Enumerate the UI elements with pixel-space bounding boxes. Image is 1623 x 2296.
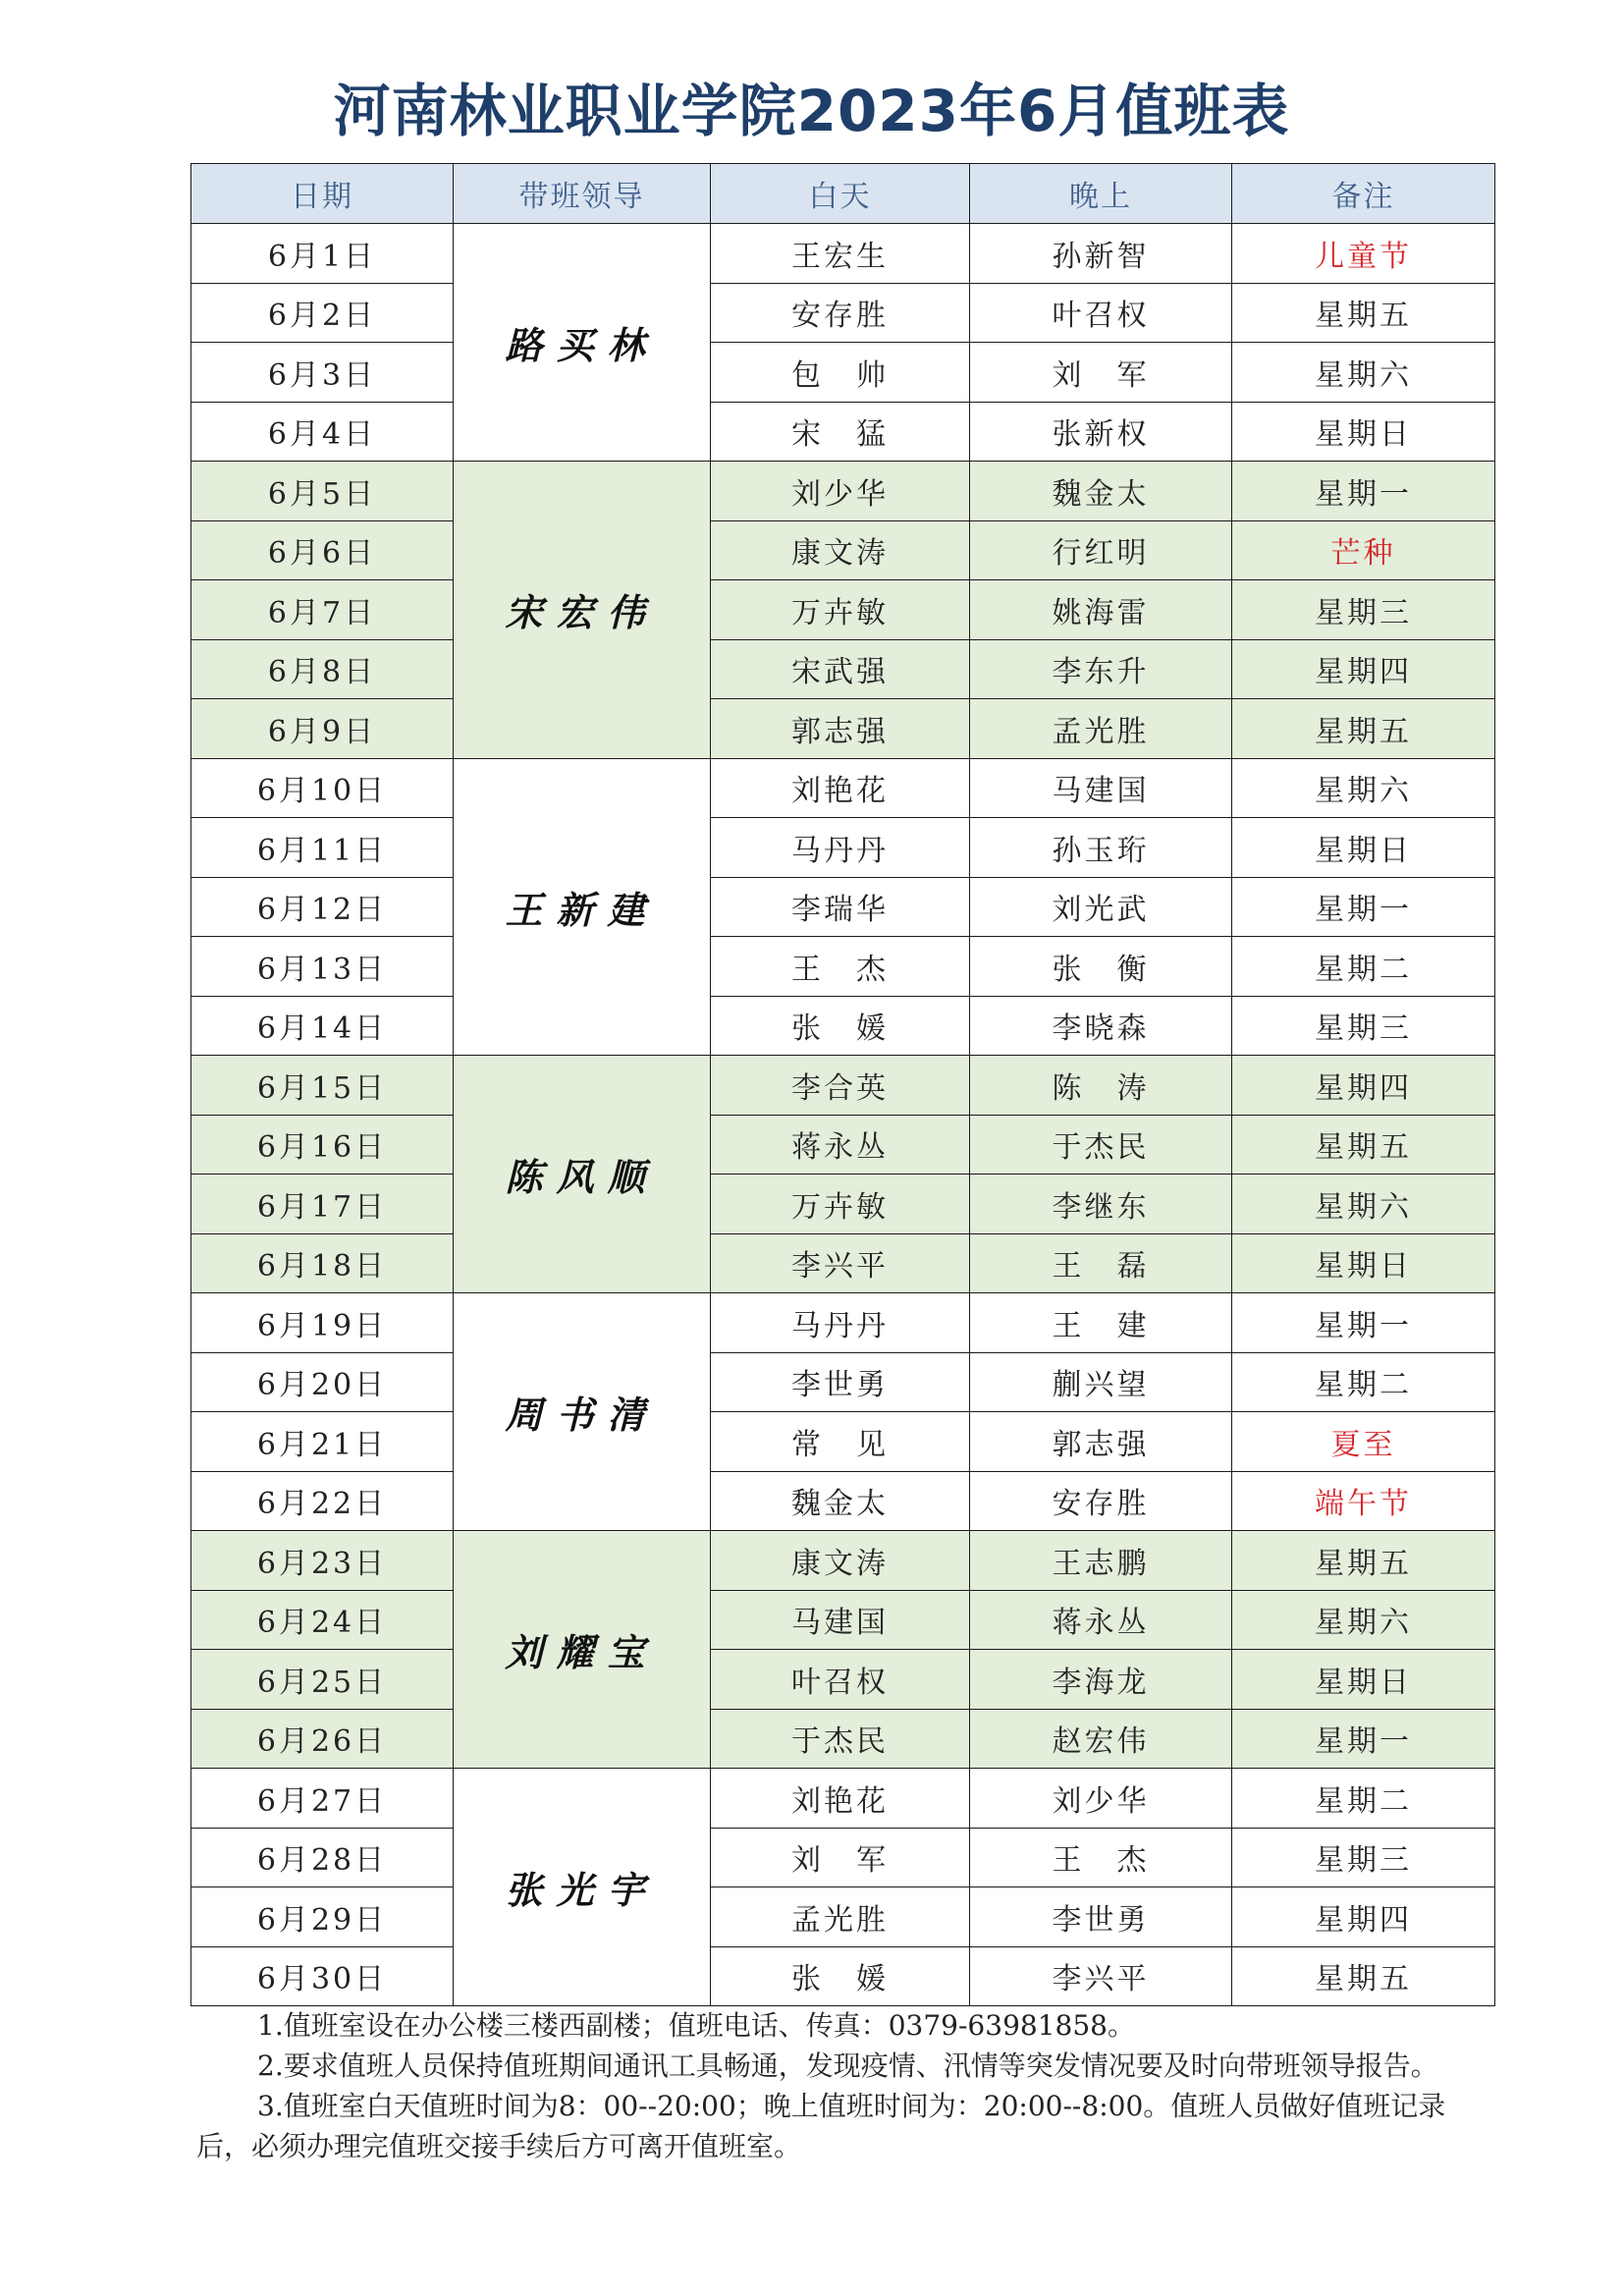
remarks-cell: 星期二 — [1232, 1769, 1495, 1829]
daytime-duty-cell: 宋武强 — [711, 639, 970, 699]
table-row — [191, 1115, 1495, 1175]
table-row — [191, 818, 1495, 878]
table-row — [191, 639, 1495, 699]
remarks-cell: 星期六 — [1232, 343, 1495, 403]
night-duty-cell: 于杰民 — [970, 1115, 1232, 1175]
date-cell: 6月30日 — [191, 1946, 454, 2006]
table-row — [191, 1828, 1495, 1887]
remarks-cell: 儿童节 — [1232, 224, 1495, 284]
daytime-duty-cell: 魏金太 — [711, 1471, 970, 1531]
daytime-duty-cell: 康文涛 — [711, 520, 970, 580]
table-row — [191, 996, 1495, 1056]
remarks-cell: 星期五 — [1232, 283, 1495, 343]
night-duty-cell: 行红明 — [970, 520, 1232, 580]
table-row — [191, 1531, 1495, 1591]
night-duty-cell: 刘 军 — [970, 343, 1232, 403]
daytime-duty-cell: 李瑞华 — [711, 877, 970, 937]
night-duty-cell: 叶召权 — [970, 283, 1232, 343]
night-duty-cell: 李继东 — [970, 1175, 1232, 1234]
night-duty-cell: 李世勇 — [970, 1887, 1232, 1947]
header-remarks: 备注 — [1232, 164, 1495, 224]
remarks-cell: 星期三 — [1232, 996, 1495, 1056]
table-row — [191, 758, 1495, 818]
night-duty-cell: 李东升 — [970, 639, 1232, 699]
daytime-duty-cell: 包 帅 — [711, 343, 970, 403]
table-row — [191, 1709, 1495, 1769]
night-duty-cell: 蒯兴望 — [970, 1352, 1232, 1412]
date-cell: 6月25日 — [191, 1650, 454, 1710]
remarks-cell: 星期六 — [1232, 758, 1495, 818]
remarks-cell: 星期三 — [1232, 580, 1495, 640]
daytime-duty-cell: 叶召权 — [711, 1650, 970, 1710]
night-duty-cell: 王志鹏 — [970, 1531, 1232, 1591]
date-cell: 6月19日 — [191, 1293, 454, 1353]
table-row — [191, 1590, 1495, 1650]
table-row — [191, 699, 1495, 759]
table-row — [191, 1887, 1495, 1947]
date-cell: 6月11日 — [191, 818, 454, 878]
table-row — [191, 1233, 1495, 1293]
date-cell: 6月7日 — [191, 580, 454, 640]
date-cell: 6月29日 — [191, 1887, 454, 1947]
remarks-cell: 星期日 — [1232, 1650, 1495, 1710]
table-row — [191, 1352, 1495, 1412]
daytime-duty-cell: 刘 军 — [711, 1828, 970, 1887]
date-cell: 6月15日 — [191, 1056, 454, 1116]
date-cell: 6月5日 — [191, 462, 454, 521]
header-row — [191, 164, 1495, 224]
remarks-cell: 星期五 — [1232, 1946, 1495, 2006]
night-duty-cell: 张 衡 — [970, 937, 1232, 997]
table-row — [191, 283, 1495, 343]
remarks-cell: 星期六 — [1232, 1590, 1495, 1650]
table-row — [191, 1293, 1495, 1353]
page-title: 河南林业职业学院2023年6月值班表 — [333, 78, 1290, 144]
date-cell: 6月27日 — [191, 1769, 454, 1829]
date-cell: 6月26日 — [191, 1709, 454, 1769]
leader-cell: 刘耀宝 — [454, 1531, 711, 1769]
table-row — [191, 1471, 1495, 1531]
date-cell: 6月21日 — [191, 1412, 454, 1472]
table-row — [191, 224, 1495, 284]
table-row — [191, 402, 1495, 462]
leader-cell: 陈风顺 — [454, 1056, 711, 1293]
date-cell: 6月20日 — [191, 1352, 454, 1412]
daytime-duty-cell: 常 见 — [711, 1412, 970, 1472]
remarks-cell: 星期五 — [1232, 699, 1495, 759]
daytime-duty-cell: 万卉敏 — [711, 1175, 970, 1234]
roster-body — [191, 224, 1495, 2006]
night-duty-cell: 姚海雷 — [970, 580, 1232, 640]
table-row — [191, 1650, 1495, 1710]
leader-cell: 路买林 — [454, 224, 711, 462]
night-duty-cell: 赵宏伟 — [970, 1709, 1232, 1769]
daytime-duty-cell: 安存胜 — [711, 283, 970, 343]
header-date: 日期 — [191, 164, 454, 224]
night-duty-cell: 孟光胜 — [970, 699, 1232, 759]
daytime-duty-cell: 康文涛 — [711, 1531, 970, 1591]
night-duty-cell: 李兴平 — [970, 1946, 1232, 2006]
date-cell: 6月24日 — [191, 1590, 454, 1650]
night-duty-cell: 王 磊 — [970, 1233, 1232, 1293]
remarks-cell: 星期四 — [1232, 639, 1495, 699]
date-cell: 6月8日 — [191, 639, 454, 699]
note-2: 2.要求值班人员保持值班期间通讯工具畅通，发现疫情、汛情等突发情况要及时向带班领导报告。 — [257, 2050, 1438, 2082]
daytime-duty-cell: 李兴平 — [711, 1233, 970, 1293]
daytime-duty-cell: 马建国 — [711, 1590, 970, 1650]
daytime-duty-cell: 刘艳花 — [711, 758, 970, 818]
night-duty-cell: 安存胜 — [970, 1471, 1232, 1531]
note-1: 1.值班室设在办公楼三楼西副楼；值班电话、传真：0379-63981858。 — [257, 2009, 1135, 2042]
table-row — [191, 1175, 1495, 1234]
remarks-cell: 星期日 — [1232, 1233, 1495, 1293]
remarks-cell: 星期日 — [1232, 402, 1495, 462]
table-row — [191, 937, 1495, 997]
table-row — [191, 520, 1495, 580]
night-duty-cell: 孙新智 — [970, 224, 1232, 284]
remarks-cell: 星期四 — [1232, 1056, 1495, 1116]
daytime-duty-cell: 王宏生 — [711, 224, 970, 284]
night-duty-cell: 张新权 — [970, 402, 1232, 462]
remarks-cell: 星期一 — [1232, 1709, 1495, 1769]
daytime-duty-cell: 郭志强 — [711, 699, 970, 759]
date-cell: 6月4日 — [191, 402, 454, 462]
date-cell: 6月6日 — [191, 520, 454, 580]
remarks-cell: 星期五 — [1232, 1115, 1495, 1175]
remarks-cell: 星期一 — [1232, 1293, 1495, 1353]
daytime-duty-cell: 马丹丹 — [711, 818, 970, 878]
daytime-duty-cell: 万卉敏 — [711, 580, 970, 640]
duty-roster-table — [190, 163, 1495, 2006]
night-duty-cell: 蒋永丛 — [970, 1590, 1232, 1650]
remarks-cell: 星期六 — [1232, 1175, 1495, 1234]
date-cell: 6月2日 — [191, 283, 454, 343]
date-cell: 6月16日 — [191, 1115, 454, 1175]
date-cell: 6月3日 — [191, 343, 454, 403]
date-cell: 6月28日 — [191, 1828, 454, 1887]
night-duty-cell: 王 建 — [970, 1293, 1232, 1353]
date-cell: 6月9日 — [191, 699, 454, 759]
remarks-cell: 星期三 — [1232, 1828, 1495, 1887]
header-daytime: 白天 — [711, 164, 970, 224]
table-row — [191, 1946, 1495, 2006]
table-row — [191, 580, 1495, 640]
daytime-duty-cell: 刘少华 — [711, 462, 970, 521]
daytime-duty-cell: 孟光胜 — [711, 1887, 970, 1947]
remarks-cell: 端午节 — [1232, 1471, 1495, 1531]
remarks-cell: 星期五 — [1232, 1531, 1495, 1591]
daytime-duty-cell: 刘艳花 — [711, 1769, 970, 1829]
leader-cell: 周书清 — [454, 1293, 711, 1531]
night-duty-cell: 陈 涛 — [970, 1056, 1232, 1116]
date-cell: 6月14日 — [191, 996, 454, 1056]
table-row — [191, 1056, 1495, 1116]
remarks-cell: 星期一 — [1232, 877, 1495, 937]
table-row — [191, 1412, 1495, 1472]
remarks-cell: 芒种 — [1232, 520, 1495, 580]
leader-cell: 宋宏伟 — [454, 462, 711, 759]
note-3: 3.值班室白天值班时间为8：00--20:00；晚上值班时间为：20:00--8:00。值班人员做好值班记录后，必须办理完值班交接手续后方可离开值班室。 — [196, 2090, 1446, 2162]
night-duty-cell: 李晓森 — [970, 996, 1232, 1056]
daytime-duty-cell: 于杰民 — [711, 1709, 970, 1769]
table-row — [191, 343, 1495, 403]
daytime-duty-cell: 蒋永丛 — [711, 1115, 970, 1175]
remarks-cell: 星期二 — [1232, 1352, 1495, 1412]
date-cell: 6月13日 — [191, 937, 454, 997]
table-row — [191, 1769, 1495, 1829]
daytime-duty-cell: 李合英 — [711, 1056, 970, 1116]
night-duty-cell: 刘少华 — [970, 1769, 1232, 1829]
night-duty-cell: 郭志强 — [970, 1412, 1232, 1472]
remarks-cell: 星期二 — [1232, 937, 1495, 997]
table-row — [191, 877, 1495, 937]
daytime-duty-cell: 宋 猛 — [711, 402, 970, 462]
table-row — [191, 462, 1495, 521]
night-duty-cell: 刘光武 — [970, 877, 1232, 937]
date-cell: 6月17日 — [191, 1175, 454, 1234]
date-cell: 6月12日 — [191, 877, 454, 937]
notes-section — [196, 2005, 1494, 2166]
night-duty-cell: 魏金太 — [970, 462, 1232, 521]
header-night: 晚上 — [970, 164, 1232, 224]
leader-cell: 张光宇 — [454, 1769, 711, 2006]
date-cell: 6月1日 — [191, 224, 454, 284]
header-leader: 带班领导 — [454, 164, 711, 224]
remarks-cell: 星期四 — [1232, 1887, 1495, 1947]
night-duty-cell: 孙玉珩 — [970, 818, 1232, 878]
daytime-duty-cell: 马丹丹 — [711, 1293, 970, 1353]
daytime-duty-cell: 李世勇 — [711, 1352, 970, 1412]
night-duty-cell: 王 杰 — [970, 1828, 1232, 1887]
date-cell: 6月22日 — [191, 1471, 454, 1531]
date-cell: 6月23日 — [191, 1531, 454, 1591]
remarks-cell: 星期一 — [1232, 462, 1495, 521]
date-cell: 6月18日 — [191, 1233, 454, 1293]
daytime-duty-cell: 张 媛 — [711, 1946, 970, 2006]
daytime-duty-cell: 张 媛 — [711, 996, 970, 1056]
leader-cell: 王新建 — [454, 758, 711, 1056]
date-cell: 6月10日 — [191, 758, 454, 818]
night-duty-cell: 马建国 — [970, 758, 1232, 818]
remarks-cell: 夏至 — [1232, 1412, 1495, 1472]
daytime-duty-cell: 王 杰 — [711, 937, 970, 997]
night-duty-cell: 李海龙 — [970, 1650, 1232, 1710]
remarks-cell: 星期日 — [1232, 818, 1495, 878]
